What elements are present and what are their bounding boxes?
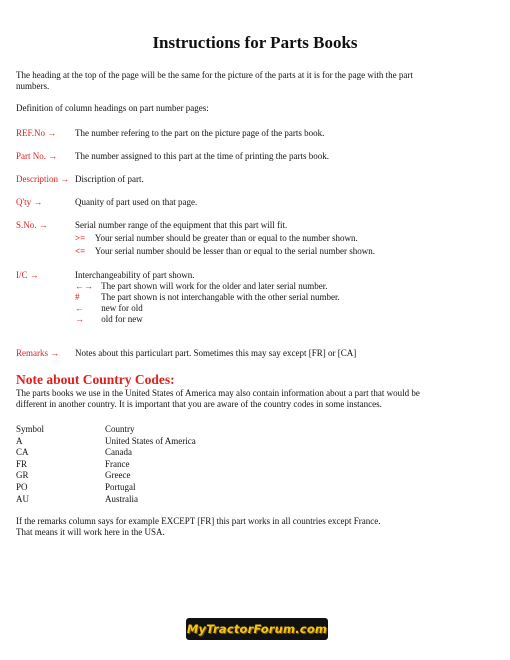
sno-rule-lesser [75,246,375,258]
def-label-qty: Q'ty → [16,197,43,207]
country-name: Australia [105,493,138,504]
left-right-arrow-icon: ←→ [75,281,93,291]
country-name: Portugal [105,481,136,492]
column-header-symbol: Symbol [16,424,45,434]
table-header-row [16,424,196,436]
column-header-country: Country [105,424,135,434]
ic-rule-old-for-new [75,314,143,326]
def-desc-refno: The number refering to the part on the picture page of the parts book. [75,128,325,138]
table-row [16,459,196,471]
intro-paragraph-line-2: numbers. [16,81,50,91]
ic-rule-both [75,281,328,293]
country-symbol: A [16,435,23,446]
country-symbol: GR [16,470,29,481]
closing-line-2: That means it will work here in the USA. [16,527,165,537]
country-name: Canada [105,447,132,458]
country-symbol: CA [16,447,29,458]
table-row [16,447,196,459]
def-label-sno: S.No. → [16,220,48,230]
def-desc-sno: Serial number range of the equipment that this part will fit. [75,220,288,230]
def-desc-remarks: Notes about this particulart part. Sometimes this may say except [FR] or [CA] [75,348,357,358]
greater-equal-symbol: >= [75,233,86,243]
intro-paragraph-line-1: The heading at the top of the page will be the same for the picture of the parts at it is for the page with the part [16,70,413,80]
ic-rule-hash-text: The part shown is not interchangable with the other serial number. [101,292,340,302]
country-name: France [105,458,130,469]
def-desc-ic: Interchangeability of part shown. [75,270,195,280]
def-desc-description: Discription of part. [75,174,144,184]
right-arrow-icon: → [75,314,84,324]
ic-rule-both-text: The part shown will work for the older and later serial number. [101,281,328,291]
table-row [16,470,196,482]
def-desc-partno: The number assigned to this part at the time of printing the parts book. [75,151,329,161]
country-symbol: FR [16,458,28,469]
country-symbol: PO [16,481,28,492]
country-codes-table [16,424,196,505]
ic-rule-hash [75,292,340,304]
sno-rule-greater [75,233,358,245]
page-title: Instructions for Parts Books [152,33,358,52]
ic-rule-new-for-old [75,303,143,315]
def-label-description: Description → [16,174,70,184]
logo-text: MyTractorForum.com [186,622,328,636]
country-name: Greece [105,470,131,481]
def-label-refno: REF.No → [16,128,57,138]
country-paragraph-line-1: The parts books we use in the United States of America may also contain information about a part that would be [16,388,420,398]
country-paragraph-line-2: different in another country. It is important that you are aware of the country codes in some instances. [16,399,382,409]
lesser-equal-symbol: <= [75,246,86,256]
def-desc-qty: Quanity of part used on that page. [75,197,198,207]
sno-rule-greater-text: Your serial number should be greater than or equal to the number shown. [94,233,358,243]
def-label-partno: Part No. → [16,151,58,161]
table-row [16,494,196,506]
left-arrow-icon: ← [75,303,84,313]
hash-symbol: # [75,292,80,302]
closing-line-1: If the remarks column says for example EXCEPT [FR] this part works in all countries except France. [16,516,381,526]
mytractorforum-logo [186,618,328,640]
country-symbol: AU [16,493,29,504]
def-label-ic: I/C → [16,270,39,280]
ic-rule-new-for-old-text: new for old [101,303,143,313]
ic-rule-old-for-new-text: old for new [101,314,143,324]
def-label-remarks: Remarks → [16,348,60,358]
country-codes-heading: Note about Country Codes: [16,372,175,387]
table-row [16,482,196,494]
table-row [16,436,196,448]
intro-definitions-line: Definition of column headings on part number pages: [16,103,209,113]
country-name: United States of America [105,435,196,446]
sno-rule-lesser-text: Your serial number should be lesser than or equal to the serial number shown. [94,246,375,256]
